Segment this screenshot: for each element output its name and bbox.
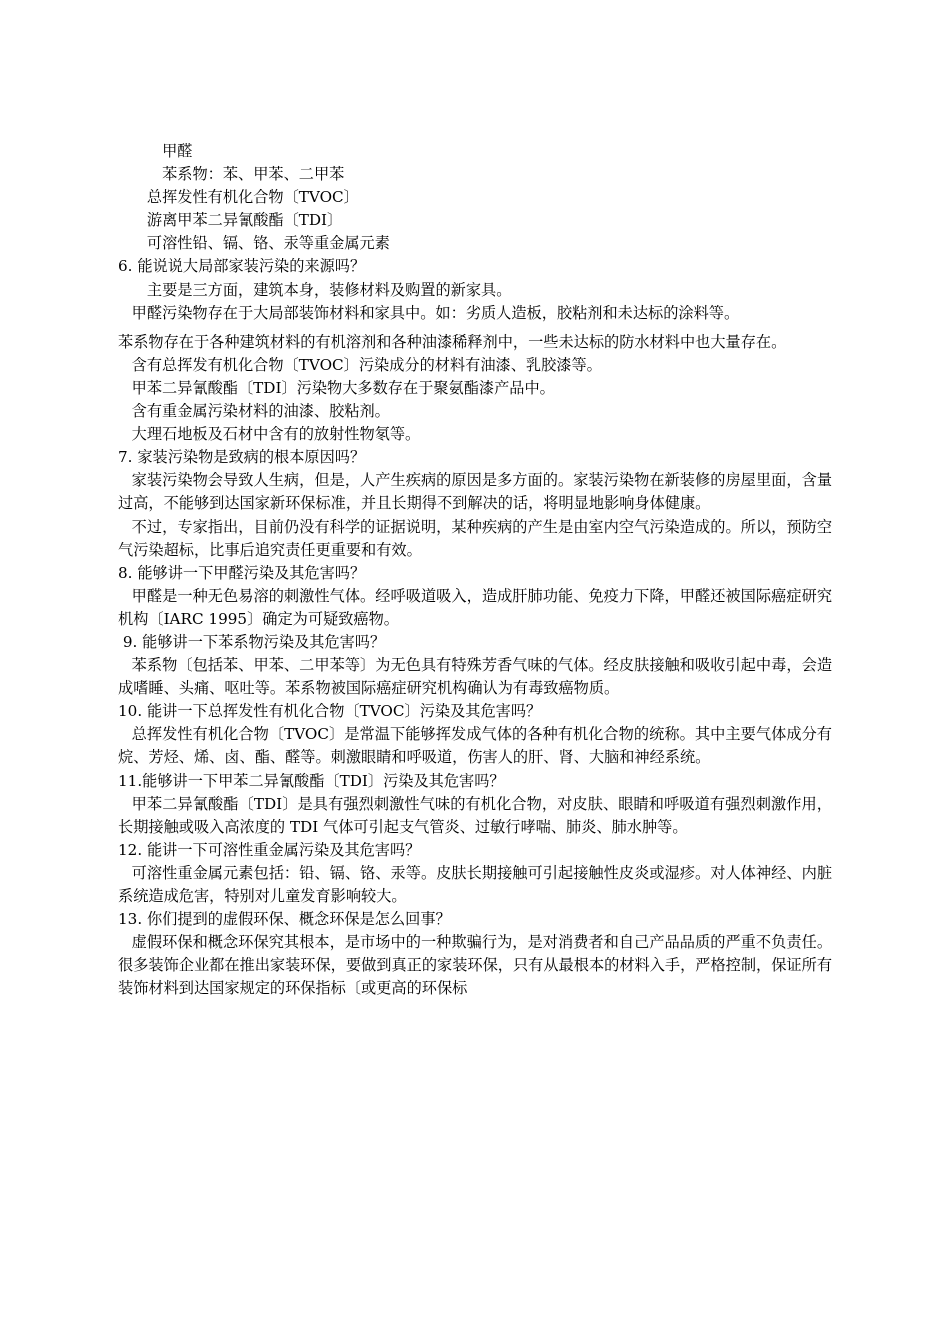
question-heading: 7. 家装污染物是致病的根本原因吗？ [118, 448, 366, 467]
text-line: 总挥发性有机化合物〔TVOC〕 [146, 188, 359, 207]
text-line: 游离甲苯二异氰酸酯〔TDI〕 [146, 211, 343, 230]
text-line: 甲醛 [162, 142, 193, 160]
question-heading: 11.能够讲一下甲苯二异氰酸酯〔TDI〕污染及其危害吗？ [118, 771, 505, 790]
question-heading: 13. 你们提到的虚假环保、概念环保是怎么回事？ [118, 910, 451, 929]
text-line: 甲醛污染物存在于大局部装饰材料和家具中。如：劣质人造板，胶粘剂和未达标的涂料等。 [131, 303, 740, 322]
question-heading: 8. 能够讲一下甲醛污染及其危害吗？ [118, 563, 366, 582]
paragraph: 家装污染物会导致人生病，但是，人产生疾病的原因是多方面的。家装污染物在新装修的房屋里面，含量过高，不能够到达国家新环保标准，并且长期得不到解决的话，将明显地影响身体健康。 [118, 471, 832, 513]
question-heading: 6. 能说说大局部家装污染的来源吗？ [118, 257, 366, 276]
paragraph: 甲醛是一种无色易溶的刺激性气体。经呼吸道吸入，造成肝肺功能、免疫力下降，甲醛还被国际癌症研究机构〔IARC 1995〕确定为可疑致癌物。 [118, 586, 832, 628]
document-body [118, 140, 832, 1000]
paragraph: 苯系物〔包括苯、甲苯、二甲苯等〕为无色具有特殊芳香气味的气体。经皮肤接触和吸收引起中毒，会造成嗜睡、头痛、呕吐等。苯系物被国际癌症研究机构确认为有毒致癌物质。 [118, 656, 832, 698]
question-heading: 12. 能讲一下可溶性重金属污染及其危害吗？ [118, 840, 421, 859]
paragraph: 总挥发性有机化合物〔TVOC〕是常温下能够挥发成气体的各种有机化合物的统称。其中主要气体成分有烷、芳烃、烯、卤、酯、醛等。刺激眼睛和呼吸道，伤害人的肝、肾、大脑和神经系统。 [118, 725, 832, 767]
text-line: 含有总挥发有机化合物〔TVOC〕污染成分的材料有油漆、乳胶漆等。 [131, 355, 602, 374]
text-line: 主要是三方面，建筑本身，装修材料及购置的新家具。 [146, 280, 512, 299]
text-line: 苯系物存在于各种建筑材料的有机溶剂和各种油漆稀释剂中，一些未达标的防水材料中也大量存在。 [118, 332, 787, 351]
question-heading: 10. 能讲一下总挥发性有机化合物〔TVOC〕污染及其危害吗？ [118, 702, 542, 721]
paragraph: 可溶性重金属元素包括：铅、镉、铬、汞等。皮肤长期接触可引起接触性皮炎或湿疹。对人体神经、内脏系统造成危害，特别对儿童发育影响较大。 [118, 863, 832, 905]
text-line: 大理石地板及石材中含有的放射性物氡等。 [131, 425, 421, 444]
text-line: 可溶性铅、镉、铬、汞等重金属元素 [146, 234, 390, 253]
question-heading: 9. 能够讲一下苯系物污染及其危害吗？ [118, 632, 386, 651]
text-line: 甲苯二异氰酸酯〔TDI〕污染物大多数存在于聚氨酯漆产品中。 [131, 378, 555, 397]
paragraph: 不过，专家指出，目前仍没有科学的证据说明，某种疾病的产生是由室内空气污染造成的。所以，预防空气污染超标，比事后追究责任更重要和有效。 [118, 517, 832, 559]
text-line: 含有重金属污染材料的油漆、胶粘剂。 [131, 402, 390, 421]
paragraph: 甲苯二异氰酸酯〔TDI〕是具有强烈刺激性气味的有机化合物，对皮肤、眼睛和呼吸道有强烈刺激作用，长期接触或吸入高浓度的 TDI 气体可引起支气管炎、过敏行哮喘、肺炎、肺水肿等。 [118, 794, 832, 836]
paragraph: 虚假环保和概念环保究其根本，是市场中的一种欺骗行为，是对消费者和自己产品品质的严重不负责任。很多装饰企业都在推出家装环保，要做到真正的家装环保，只有从最根本的材料入手，严格控制，保证所有装饰材料到达国家规定的环保指标〔或更高的环保标 [118, 933, 832, 998]
text-line: 苯系物：苯、甲苯、二甲苯 [162, 165, 345, 184]
